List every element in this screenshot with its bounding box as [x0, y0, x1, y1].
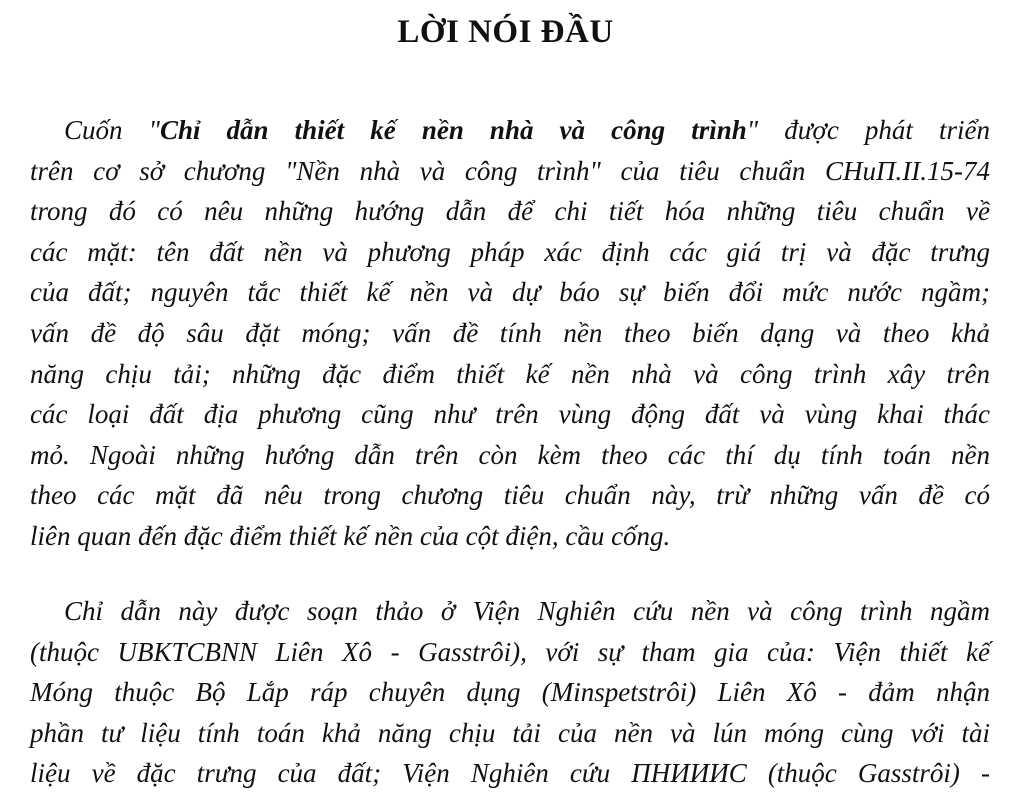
paragraph-2 [30, 591, 990, 794]
page-title: LỜI NÓI ĐẦU [397, 14, 614, 50]
paragraph-line: của đất; nguyên tắc thiết kế nền và dự báo sự biến đổi mức nước ngầm; [30, 277, 990, 308]
paragraph-line: mỏ. Ngoài những hướng dẫn trên còn kèm theo các thí dụ tính toán nền [30, 439, 990, 470]
paragraph-line: các mặt: tên đất nền và phương pháp xác định các giá trị và đặc trưng [30, 236, 990, 267]
paragraph-line-text: Chỉ dẫn này được soạn thảo ở Viện Nghiên cứu nền và công trình ngầm [64, 596, 990, 626]
paragraph-line: liên quan đến đặc điểm thiết kế nền của cột điện, cầu cống. [30, 520, 671, 551]
paragraph-line: năng chịu tải; những đặc điểm thiết kế nền nhà và công trình xây trên [30, 358, 990, 389]
paragraph-line: theo các mặt đã nêu trong chương tiêu chuẩn này, trừ những vấn đề có [30, 480, 990, 511]
paragraph-line: phần tư liệu tính toán khả năng chịu tải của nền và lún móng cùng với tài [30, 717, 990, 748]
paragraph-line [30, 591, 990, 632]
paragraph-after-title: " được phát triển [746, 115, 990, 145]
paragraph-lead: Cuốn " [64, 115, 160, 145]
paragraph-line: (thuộc UBKTCBNN Liên Xô - Gasstrôi), với sự tham gia của: Viện thiết kế [30, 636, 990, 667]
paragraph-line: vấn đề độ sâu đặt móng; vấn đề tính nền theo biến dạng và theo khả [30, 317, 990, 348]
paragraph-line: các loại đất địa phương cũng như trên vùng động đất và vùng khai thác [30, 399, 990, 430]
paragraph-1 [30, 110, 990, 557]
book-title: Chỉ dẫn thiết kế nền nhà và công trình [159, 115, 747, 145]
paragraph-line: liệu về đặc trưng của đất; Viện Nghiên cứu ПНИИИС (thuộc Gasstrôi) - [30, 758, 990, 789]
paragraph-line: Móng thuộc Bộ Lắp ráp chuyên dụng (Minspetstrôi) Liên Xô - đảm nhận [30, 677, 990, 708]
paragraph-line: trong đó có nêu những hướng dẫn để chi tiết hóa những tiêu chuẩn về [30, 196, 990, 227]
paragraph-line: trên cơ sở chương "Nền nhà và công trình" của tiêu chuẩn CHuП.II.15-74 [30, 155, 990, 186]
paragraph-line [30, 110, 990, 151]
